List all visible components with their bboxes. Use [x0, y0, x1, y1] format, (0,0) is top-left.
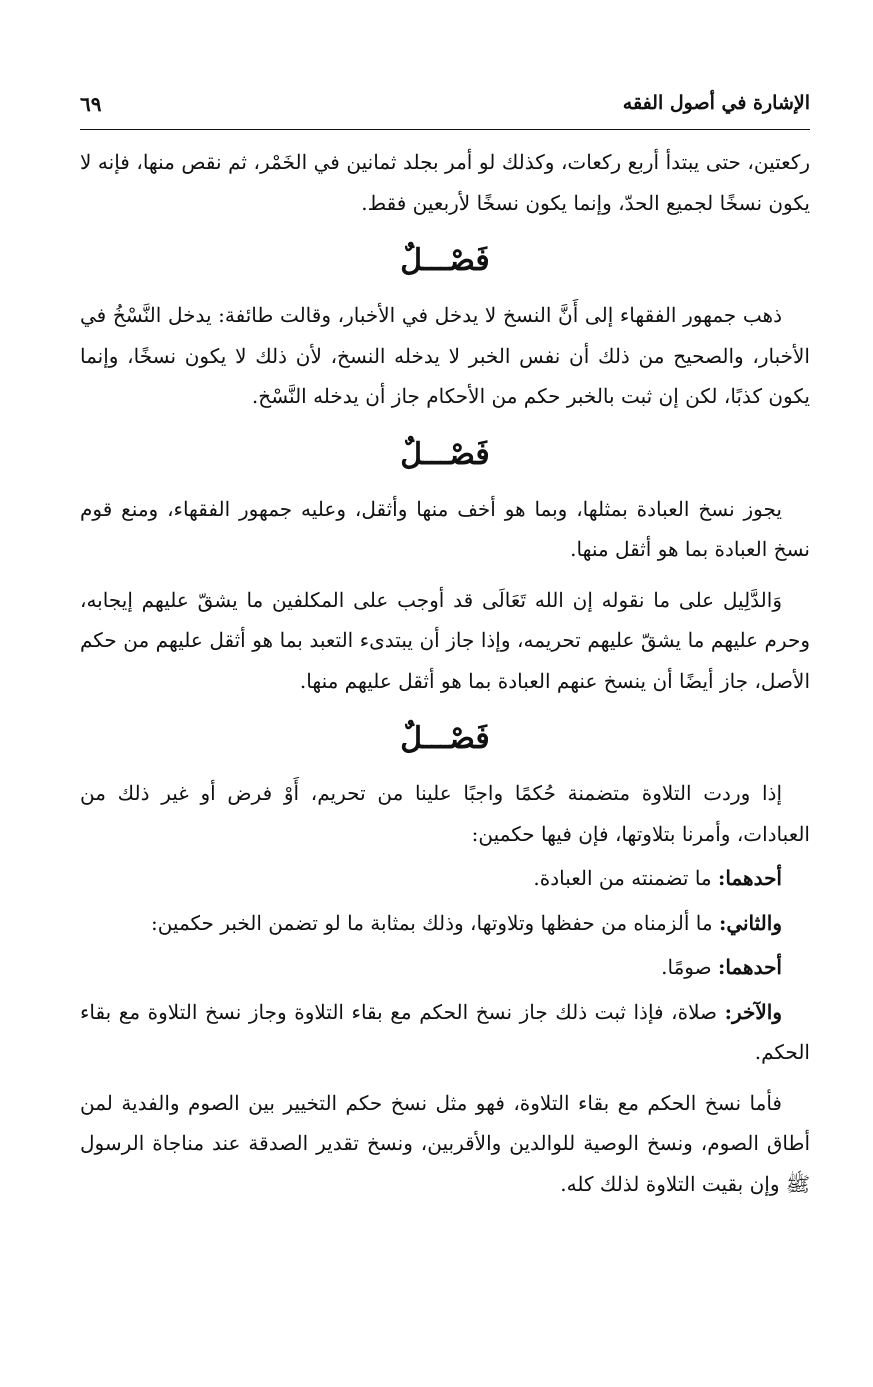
- header-divider: [80, 129, 810, 130]
- page-number: ٦٩: [80, 92, 102, 116]
- term-lead: أحدهما:: [717, 866, 782, 890]
- section-heading: فَصْـــلٌ: [400, 721, 490, 756]
- term-lead: والآخر:: [724, 999, 782, 1024]
- paragraph: [80, 947, 810, 988]
- paragraph: [80, 992, 810, 1073]
- paragraph: [80, 858, 810, 899]
- paragraph: وَالدَّلِيل على ما نقوله إن الله تَعَالَى قد أوجب على المكلفين ما يشقّ عليهم إيجابه، وحرم عليهم ما يشقّ عليهم تحريمه، وإذا جاز أن يبتدىء التعبد بما هو أثقل عليهم من حكم الأصل، جاز أيضًا أن ينسخ عنهم العبادة بما هو أثقل عليهم منها.: [80, 587, 810, 693]
- term-text: صلاة، فإذا ثبت ذلك جاز نسخ الحكم مع بقاء التلاوة وجاز نسخ التلاوة مع بقاء الحكم.: [80, 999, 810, 1064]
- section-heading: فَصْـــلٌ: [400, 243, 490, 278]
- paragraph: ركعتين، حتى يبتدأ أربع ركعات، وكذلك لو أمر بجلد ثمانين في الخَمْر، ثم نقص منها، فإنه لا يكون نسخًا لجميع الحدّ، وإنما يكون نسخًا لأربعين فقط.: [80, 150, 810, 215]
- paragraph: فأما نسخ الحكم مع بقاء التلاوة، فهو مثل نسخ حكم التخيير بين الصوم والفدية لمن أطاق الصوم، ونسخ الوصية للوالدين والأقربين، ونسخ تقدير الصدقة عند مناجاة الرسول ﷺ وإن بقيت التلاوة لذلك كله.: [80, 1090, 810, 1196]
- running-header: [80, 88, 810, 126]
- term-lead: والثاني:: [718, 910, 782, 935]
- term-text: ما ألزمناه من حفظها وتلاوتها، وذلك بمثابة ما لو تضمن الخبر حكمين:: [150, 910, 719, 935]
- paragraph: يجوز نسخ العبادة بمثلها، وبما هو أخف منها وأثقل، وعليه جمهور الفقهاء، ومنع قوم نسخ العبادة بما هو أثقل منها.: [80, 496, 810, 561]
- paragraph: ذهب جمهور الفقهاء إلى أَنَّ النسخ لا يدخل في الأخبار، وقالت طائفة: يدخل النَّسْخُ في الأخبار، والصحيح من ذلك أن نفس الخبر لا يدخله النسخ، لأن ذلك لا يكون نسخًا، وإنما يكون كذبًا، لكن إن ثبت بالخبر حكم من الأحكام جاز أن يدخله النَّسْخ.: [80, 303, 810, 408]
- paragraph: [80, 903, 810, 944]
- section-heading: فَصْـــلٌ: [400, 436, 490, 472]
- term-lead: أحدهما:: [717, 955, 782, 979]
- book-title: الإشارة في أصول الفقه: [622, 92, 810, 114]
- term-text: ما تضمنته من العبادة.: [533, 866, 718, 890]
- page-body: [80, 142, 810, 1214]
- paragraph: إذا وردت التلاوة متضمنة حُكمًا واجبًا علينا من تحريم، أَوْ فرض أو غير ذلك من العبادات، وأمرنا بتلاوتها، فإن فيها حكمين:: [80, 781, 810, 846]
- term-text: صومًا.: [661, 955, 718, 979]
